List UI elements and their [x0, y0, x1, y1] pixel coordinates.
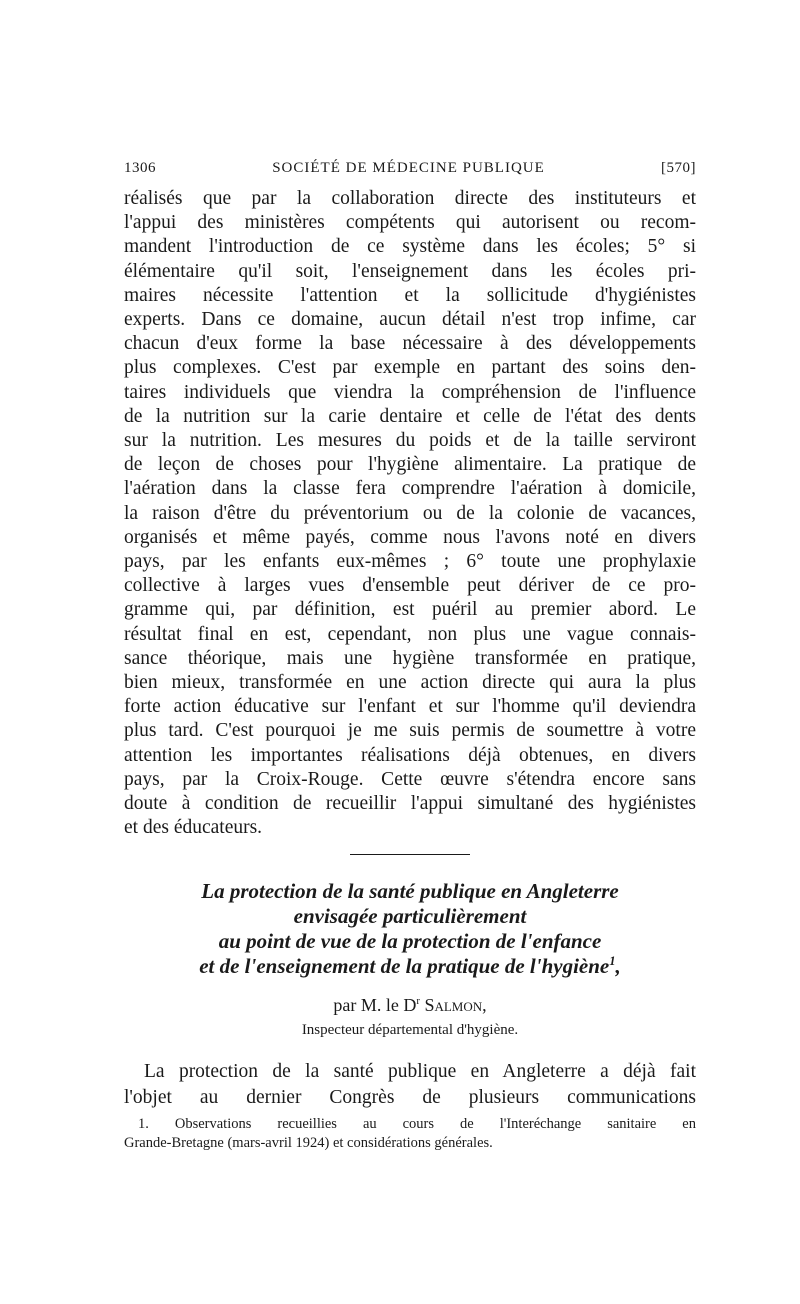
body-line: plus complexes. C'est par exemple en partant des soins den- — [124, 357, 696, 379]
body-line: de leçon de choses pour l'hygiène alimentaire. La pratique de — [124, 454, 696, 476]
intro-line: La protection de la santé publique en Angleterre a déjà fait — [144, 1061, 696, 1083]
footnote — [124, 1115, 696, 1153]
body-line: mandent l'introduction de ce système dans les écoles; 5° si — [124, 236, 696, 258]
author-affiliation: Inspecteur départemental d'hygiène. — [301, 1022, 519, 1039]
article-title-line: et de l'enseignement de la pratique de l'hygiène$^1$, — [199, 954, 621, 979]
body-line: et des éducateurs. — [124, 817, 263, 839]
body-line: résultat final en est, cependant, non plus une vague connais- — [124, 623, 696, 645]
body-line: organisés et même payés, comme nous l'avons noté en divers — [124, 526, 696, 548]
page-number: 1306 — [124, 160, 156, 176]
body-line: pays, par la Croix-Rouge. Cette œuvre s'étendra encore sans — [124, 768, 696, 790]
article-title-line: au point de vue de la protection de l'enfance — [218, 929, 602, 954]
body-line: pays, par les enfants eux-mêmes ; 6° toute une prophylaxie — [124, 551, 696, 573]
body-line: de la nutrition sur la carie dentaire et celle de l'état des dents — [124, 405, 696, 427]
body-line: gramme qui, par définition, est puéril au premier abord. Le — [124, 599, 696, 621]
body-line: maires nécessite l'attention et la sollicitude d'hygiénistes — [124, 284, 696, 306]
author-line — [124, 993, 696, 1017]
body-line: l'aération dans la classe fera comprendre l'aération à domicile, — [124, 478, 696, 500]
body-line: chacun d'eux forme la base nécessaire à des développements — [124, 333, 696, 355]
body-line: réalisés que par la collaboration directe des instituteurs et — [124, 188, 696, 209]
author-comma: , — [482, 995, 487, 1016]
author-name: Salmon — [424, 995, 483, 1016]
document-page — [124, 160, 696, 1153]
author-prefix: par M. le D — [333, 995, 417, 1016]
body-line: attention les importantes réalisations déjà obtenues, en divers — [124, 744, 696, 766]
body-paragraph — [124, 187, 696, 840]
article-title-line: envisagée particulièrement — [293, 904, 527, 929]
body-line: doute à condition de recueillir l'appui simultané des hygiénistes — [124, 793, 696, 815]
body-line: sance théorique, mais une hygiène transformée en pratique, — [124, 647, 696, 669]
section-number: [570] — [660, 160, 696, 176]
body-line: élémentaire qu'il soit, l'enseignement dans les écoles pri- — [124, 260, 696, 282]
body-line: l'appui des ministères compétents qui autorisent ou recom- — [124, 212, 696, 234]
body-line: bien mieux, transformée en une action directe qui aura la plus — [124, 672, 696, 694]
body-line: la raison d'être du préventorium ou de la colonie de vacances, — [124, 502, 696, 524]
footnote-line: 1. Observations recueillies au cours de l'Interéchange sanitaire en — [138, 1116, 696, 1133]
body-line: forte action éducative sur l'enfant et sur l'homme qu'il deviendra — [124, 696, 696, 718]
body-line: collective à larges vues d'ensemble peut dériver de ce pro- — [124, 575, 696, 597]
footnote-line: Grande-Bretagne (mars-avril 1924) et considérations générales. — [124, 1135, 493, 1152]
article-title — [124, 879, 696, 979]
article-intro — [124, 1059, 696, 1111]
body-line: taires individuels que viendra la compréhension de l'influence — [124, 381, 696, 403]
body-line: sur la nutrition. Les mesures du poids et de la taille serviront — [124, 430, 696, 452]
intro-line: l'objet au dernier Congrès de plusieurs communications — [124, 1087, 696, 1109]
author-title-suffix: r — [416, 995, 420, 1008]
section-separator — [350, 854, 470, 855]
body-line: plus tard. C'est pourquoi je me suis permis de soumettre à votre — [124, 720, 696, 742]
running-head — [124, 160, 696, 177]
journal-title: SOCIÉTÉ DE MÉDECINE PUBLIQUE — [272, 160, 545, 176]
article-title-line-text: et de l'enseignement de la pratique de l'hygiène — [199, 954, 610, 979]
article-title-line: La protection de la santé publique en Angleterre — [201, 879, 619, 904]
body-line: experts. Dans ce domaine, aucun détail n'est trop infime, car — [124, 309, 696, 331]
footnote-marker: 1 — [609, 954, 616, 969]
